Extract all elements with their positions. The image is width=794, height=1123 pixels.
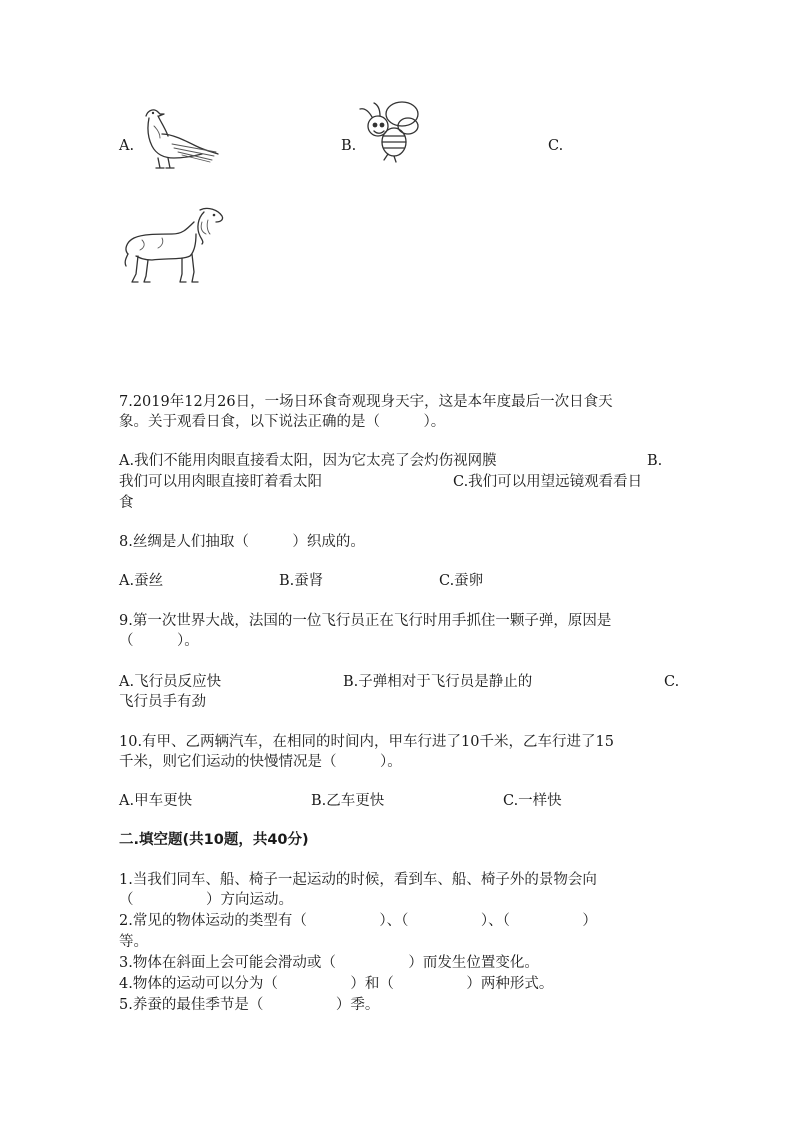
- option-c-label: C.: [548, 138, 564, 154]
- fill-1-line2: （ ）方向运动。: [119, 892, 293, 908]
- q10-option-c: C.一样快: [503, 793, 562, 809]
- q7-stem-line2: 象。关于观看日食，以下说法正确的是（ ）。: [119, 414, 446, 430]
- q9-option-b: B.子弹相对于飞行员是静止的: [343, 674, 533, 690]
- q8-option-b: B.蚕肾: [279, 573, 324, 589]
- bird-illustration: [138, 104, 222, 172]
- q7-option-a: A.我们不能用肉眼直接看太阳，因为它太亮了会灼伤视网膜: [119, 453, 497, 469]
- fill-1-line1: 1.当我们同车、船、椅子一起运动的时候，看到车、船、椅子外的景物会向: [119, 872, 597, 888]
- q7-option-c-tail: 食: [119, 495, 134, 511]
- q7-option-b-prefix: B.: [647, 453, 663, 469]
- q9-stem-line1: 9.第一次世界大战，法国的一位飞行员正在飞行时用手抓住一颗子弹，原因是: [119, 613, 612, 629]
- fill-4: 4.物体的运动可以分为（ ）和（ ）两种形式。: [119, 976, 554, 992]
- q10-option-a: A.甲车更快: [119, 793, 193, 809]
- fill-3: 3.物体在斜面上会可能会滑动或（ ）而发生位置变化。: [119, 955, 539, 971]
- q10-stem-line2: 千米，则它们运动的快慢情况是（ ）。: [119, 754, 402, 770]
- q9-stem-line2: （ ）。: [119, 633, 199, 649]
- fill-5: 5.养蚕的最佳季节是（ ）季。: [119, 997, 380, 1013]
- q9-option-a: A.飞行员反应快: [119, 674, 222, 690]
- q7-option-c: C.我们可以用望远镜观看看日: [453, 474, 643, 490]
- fill-2-line2: 等。: [119, 934, 148, 950]
- option-a-label: A.: [119, 138, 135, 154]
- q8-stem: 8.丝绸是人们抽取（ ）织成的。: [119, 534, 365, 550]
- q7-stem-line1: 7.2019年12月26日，一场日环食奇观现身天宇，这是本年度最后一次日食天: [119, 394, 613, 410]
- q8-option-c: C.蚕卵: [439, 573, 484, 589]
- bee-illustration: [358, 100, 422, 164]
- q9-option-c-prefix: C.: [664, 674, 680, 690]
- option-b-label: B.: [341, 138, 357, 154]
- q7-option-b: 我们可以用肉眼直接盯着看太阳: [119, 474, 322, 490]
- q10-stem-line1: 10.有甲、乙两辆汽车，在相同的时间内，甲车行进了10千米，乙车行进了15: [119, 734, 614, 750]
- fill-2-line1: 2.常见的物体运动的类型有（ ）、（ ）、（ ）: [119, 913, 597, 929]
- section-title: 二.填空题(共10题，共40分): [119, 832, 309, 848]
- q9-option-c: 飞行员手有劲: [119, 694, 206, 710]
- q10-option-b: B.乙车更快: [311, 793, 385, 809]
- dog-illustration: [122, 204, 226, 286]
- q8-option-a: A.蚕丝: [119, 573, 164, 589]
